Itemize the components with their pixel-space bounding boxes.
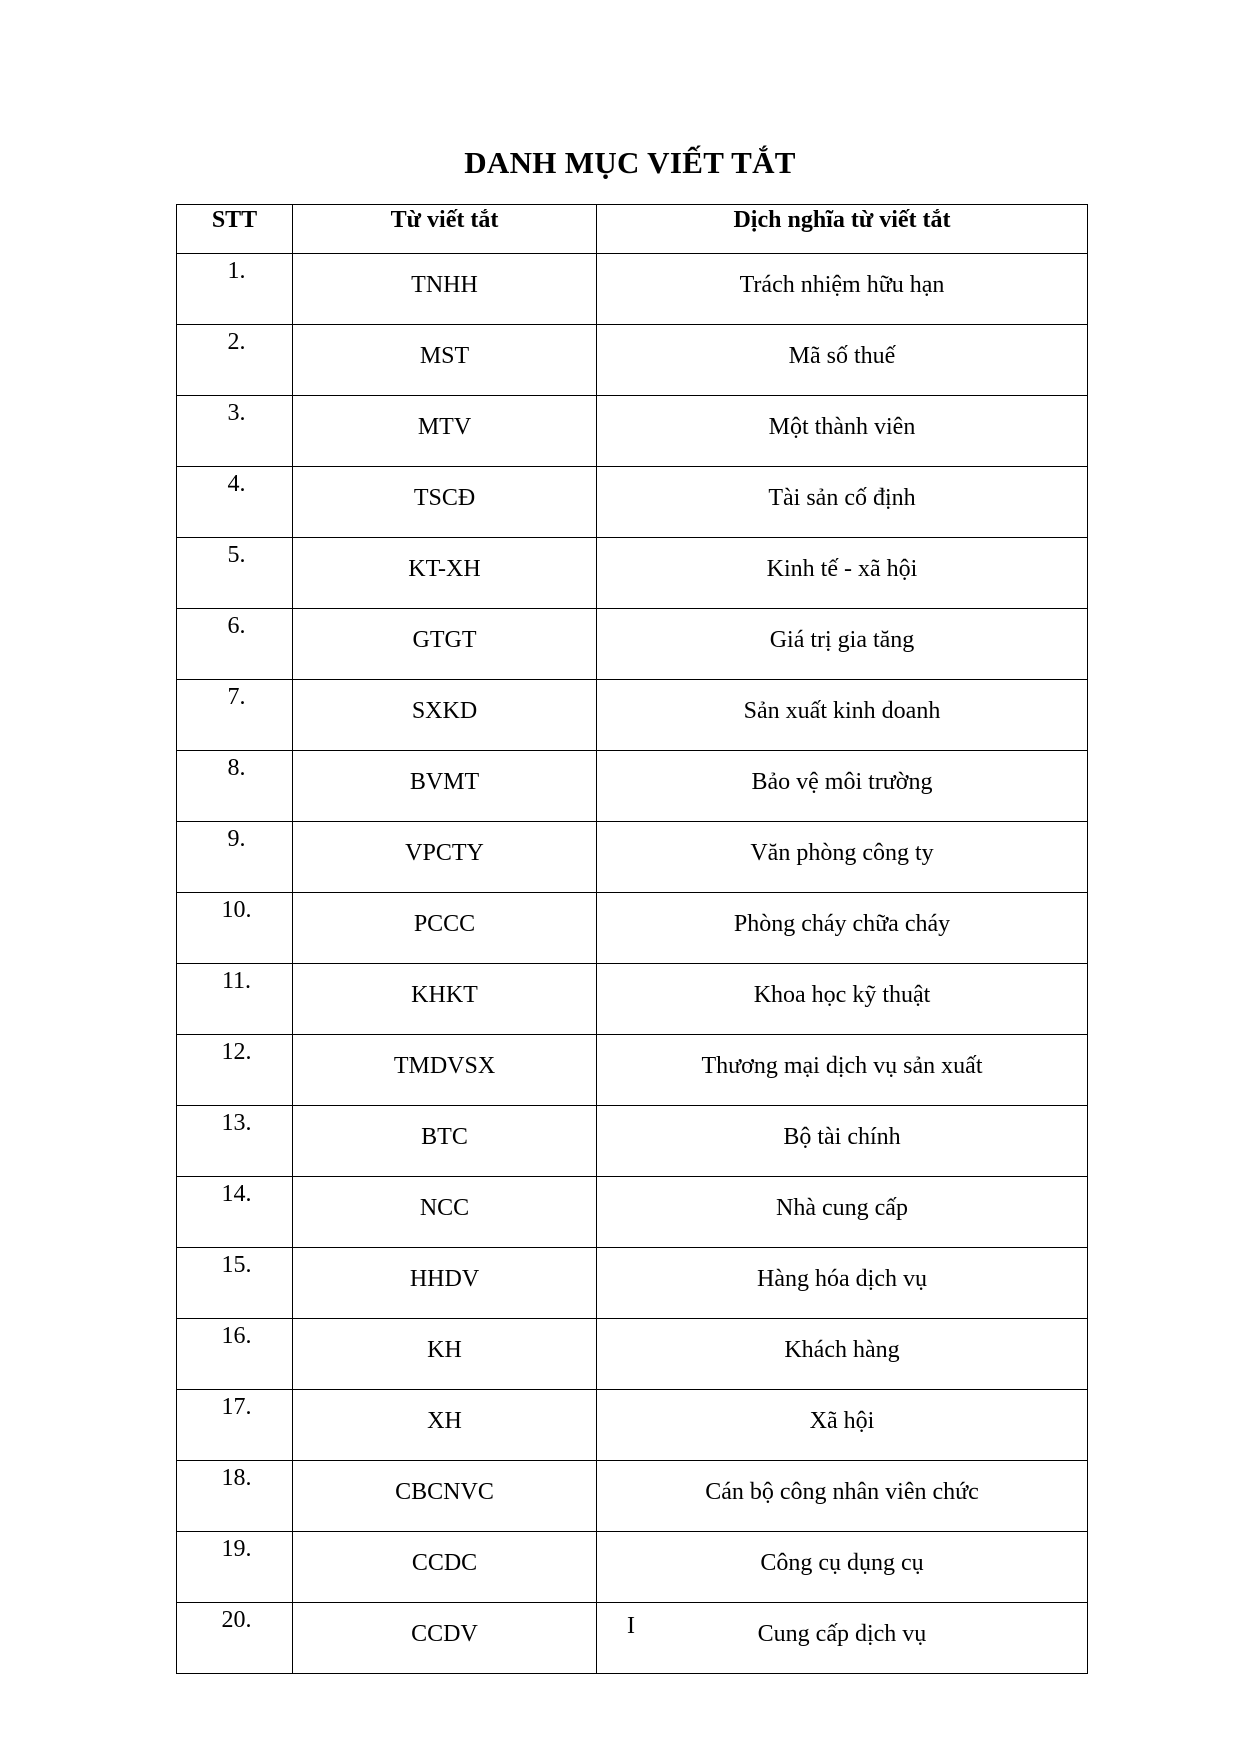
table-row [177, 1532, 1088, 1603]
page-number: I [627, 1613, 635, 1639]
header-abbreviation: Từ viết tắt [293, 205, 597, 254]
row-number: 16. [177, 1319, 293, 1390]
row-number: 1. [177, 254, 293, 325]
header-stt: STT [177, 205, 293, 254]
abbreviation-table [176, 204, 1088, 1674]
abbreviation-cell: BTC [293, 1106, 597, 1177]
meaning-cell: Bảo vệ môi trường [597, 751, 1088, 822]
row-number: 19. [177, 1532, 293, 1603]
row-number: 14. [177, 1177, 293, 1248]
row-number: 12. [177, 1035, 293, 1106]
row-number: 13. [177, 1106, 293, 1177]
meaning-cell: Cung cấp dịch vụ [597, 1603, 1088, 1674]
abbreviation-cell: TNHH [293, 254, 597, 325]
abbreviation-cell: GTGT [293, 609, 597, 680]
row-number: 17. [177, 1390, 293, 1461]
meaning-cell: Khách hàng [597, 1319, 1088, 1390]
table-row [177, 822, 1088, 893]
abbreviation-cell: PCCC [293, 893, 597, 964]
meaning-cell: Xã hội [597, 1390, 1088, 1461]
table-row [177, 964, 1088, 1035]
meaning-cell: Mã số thuế [597, 325, 1088, 396]
table-row [177, 325, 1088, 396]
row-number: 9. [177, 822, 293, 893]
table-row [177, 680, 1088, 751]
meaning-cell: Trách nhiệm hữu hạn [597, 254, 1088, 325]
abbreviation-cell: XH [293, 1390, 597, 1461]
row-number: 18. [177, 1461, 293, 1532]
table-row [177, 254, 1088, 325]
meaning-cell: Thương mại dịch vụ sản xuất [597, 1035, 1088, 1106]
table-row [177, 893, 1088, 964]
meaning-cell: Nhà cung cấp [597, 1177, 1088, 1248]
meaning-cell: Bộ tài chính [597, 1106, 1088, 1177]
table-row [177, 751, 1088, 822]
meaning-cell: Sản xuất kinh doanh [597, 680, 1088, 751]
meaning-cell: Kinh tế - xã hội [597, 538, 1088, 609]
meaning-cell: Cán bộ công nhân viên chức [597, 1461, 1088, 1532]
table-row [177, 396, 1088, 467]
table-row [177, 1319, 1088, 1390]
abbreviation-cell: KT-XH [293, 538, 597, 609]
row-number: 6. [177, 609, 293, 680]
abbreviation-cell: CCDC [293, 1532, 597, 1603]
abbreviation-cell: VPCTY [293, 822, 597, 893]
table-row [177, 1035, 1088, 1106]
abbreviation-cell: KHKT [293, 964, 597, 1035]
abbreviation-cell: TMDVSX [293, 1035, 597, 1106]
meaning-cell: Giá trị gia tăng [597, 609, 1088, 680]
abbreviation-cell: MTV [293, 396, 597, 467]
row-number: 15. [177, 1248, 293, 1319]
table-header-row [177, 205, 1088, 254]
table-row [177, 1248, 1088, 1319]
table-row [177, 1177, 1088, 1248]
meaning-cell: Khoa học kỹ thuật [597, 964, 1088, 1035]
table-row [177, 538, 1088, 609]
abbreviation-cell: CBCNVC [293, 1461, 597, 1532]
abbreviation-cell: TSCĐ [293, 467, 597, 538]
table-row [177, 1461, 1088, 1532]
page-title: DANH MỤC VIẾT TẮT [464, 145, 796, 180]
abbreviation-cell: SXKD [293, 680, 597, 751]
table-row [177, 1106, 1088, 1177]
row-number: 8. [177, 751, 293, 822]
meaning-cell: Phòng cháy chữa cháy [597, 893, 1088, 964]
meaning-cell: Công cụ dụng cụ [597, 1532, 1088, 1603]
header-meaning: Dịch nghĩa từ viết tắt [597, 205, 1088, 254]
table-row [177, 1390, 1088, 1461]
table-row [177, 467, 1088, 538]
meaning-cell: Hàng hóa dịch vụ [597, 1248, 1088, 1319]
abbreviation-cell: KH [293, 1319, 597, 1390]
abbreviation-cell: MST [293, 325, 597, 396]
row-number: 2. [177, 325, 293, 396]
meaning-cell: Tài sản cố định [597, 467, 1088, 538]
abbreviation-cell: BVMT [293, 751, 597, 822]
row-number: 20. [177, 1603, 293, 1674]
meaning-cell: Một thành viên [597, 396, 1088, 467]
abbreviation-cell: HHDV [293, 1248, 597, 1319]
row-number: 4. [177, 467, 293, 538]
meaning-cell: Văn phòng công ty [597, 822, 1088, 893]
table-body [177, 254, 1088, 1674]
row-number: 3. [177, 396, 293, 467]
row-number: 10. [177, 893, 293, 964]
row-number: 5. [177, 538, 293, 609]
abbreviation-cell: CCDV [293, 1603, 597, 1674]
row-number: 11. [177, 964, 293, 1035]
table-row [177, 609, 1088, 680]
row-number: 7. [177, 680, 293, 751]
abbreviation-cell: NCC [293, 1177, 597, 1248]
